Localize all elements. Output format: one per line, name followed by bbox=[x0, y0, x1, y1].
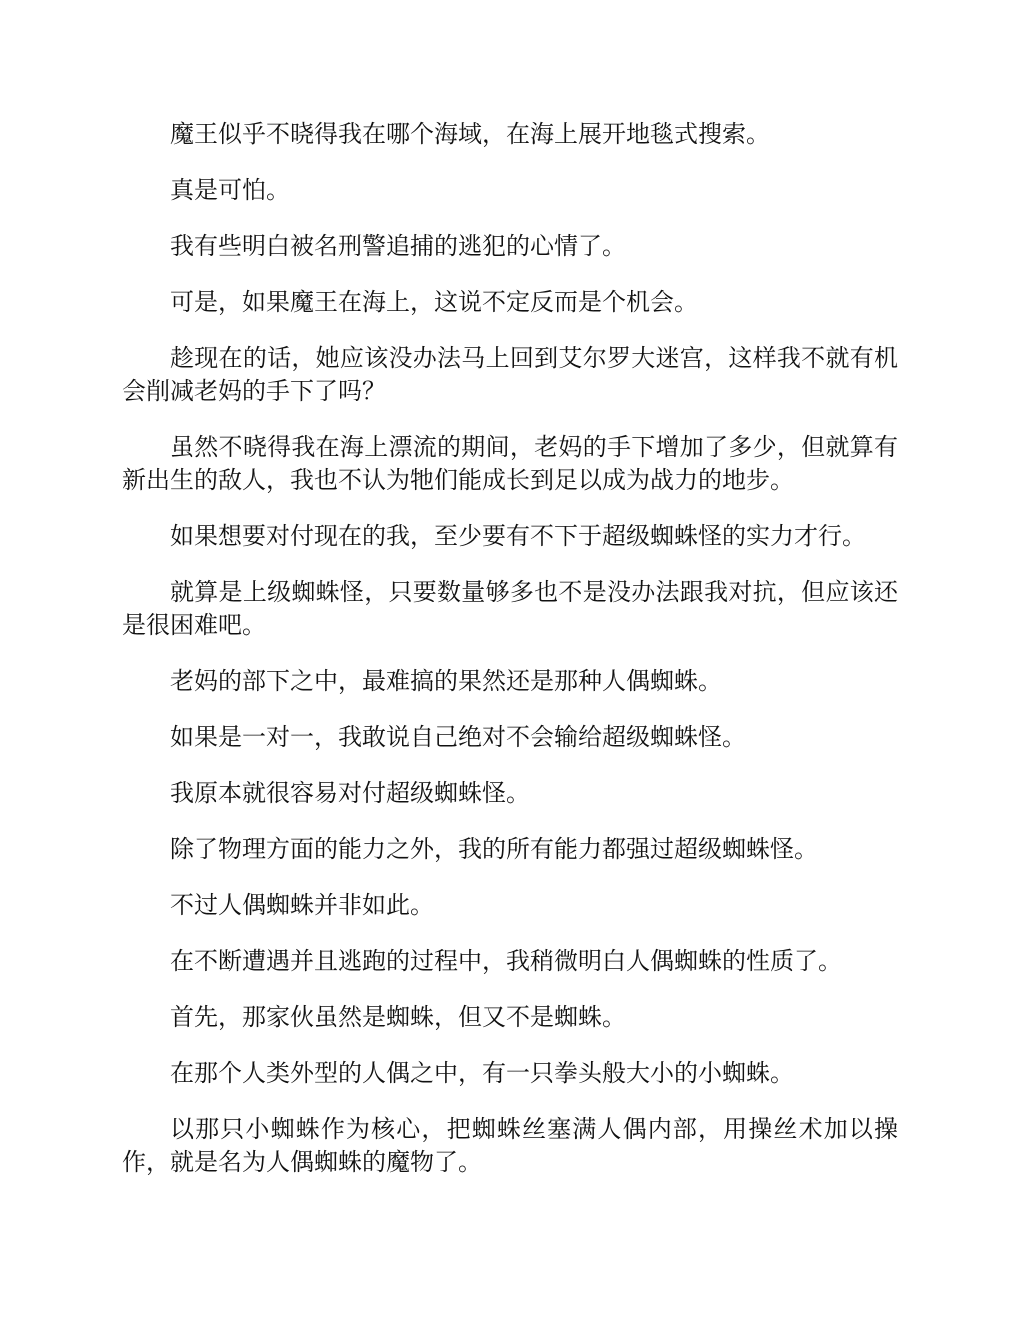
paragraph: 我有些明白被名刑警追捕的逃犯的心情了。 bbox=[170, 232, 626, 260]
paragraph: 在那个人类外型的人偶之中，有一只拳头般大小的小蜘蛛。 bbox=[170, 1059, 794, 1087]
paragraph: 不过人偶蜘蛛并非如此。 bbox=[170, 891, 434, 919]
paragraph: 以那只小蜘蛛作为核心，把蜘蛛丝塞满人偶内部，用操丝术加以操作，就是名为人偶蜘蛛的魔物了。 bbox=[122, 1115, 898, 1176]
paragraph: 如果想要对付现在的我，至少要有不下于超级蜘蛛怪的实力才行。 bbox=[170, 522, 866, 550]
paragraph: 除了物理方面的能力之外，我的所有能力都强过超级蜘蛛怪。 bbox=[170, 835, 818, 863]
paragraph: 首先，那家伙虽然是蜘蛛，但又不是蜘蛛。 bbox=[170, 1003, 626, 1031]
paragraph: 真是可怕。 bbox=[170, 176, 290, 204]
paragraph: 虽然不晓得我在海上漂流的期间，老妈的手下增加了多少，但就算有新出生的敌人，我也不认为牠们能成长到足以成为战力的地步。 bbox=[122, 433, 898, 494]
paragraph: 魔王似乎不晓得我在哪个海域，在海上展开地毯式搜索。 bbox=[170, 120, 770, 148]
paragraph: 在不断遭遇并且逃跑的过程中，我稍微明白人偶蜘蛛的性质了。 bbox=[170, 947, 842, 975]
paragraph: 就算是上级蜘蛛怪，只要数量够多也不是没办法跟我对抗，但应该还是很困难吧。 bbox=[122, 578, 898, 639]
paragraph: 我原本就很容易对付超级蜘蛛怪。 bbox=[170, 779, 530, 807]
paragraph: 趁现在的话，她应该没办法马上回到艾尔罗大迷宫，这样我不就有机会削减老妈的手下了吗？ bbox=[122, 344, 898, 405]
text-body bbox=[122, 118, 898, 1202]
paragraph: 如果是一对一，我敢说自己绝对不会输给超级蜘蛛怪。 bbox=[170, 723, 746, 751]
paragraph: 可是，如果魔王在海上，这说不定反而是个机会。 bbox=[170, 288, 698, 316]
paragraph: 老妈的部下之中，最难搞的果然还是那种人偶蜘蛛。 bbox=[170, 667, 722, 695]
